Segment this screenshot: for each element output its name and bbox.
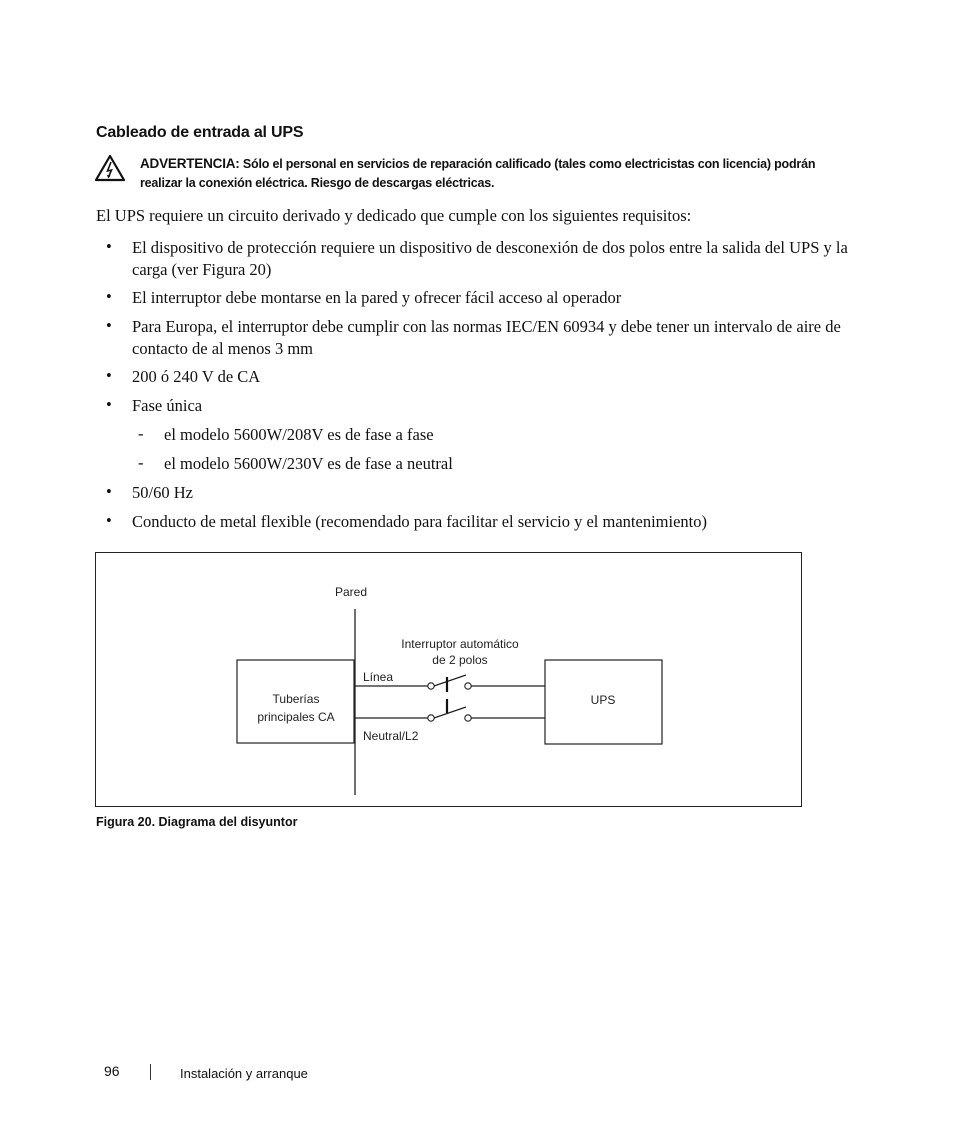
bullet: • xyxy=(106,237,112,256)
breaker-label-line2: de 2 polos xyxy=(432,653,488,667)
neutral-label: Neutral/L2 xyxy=(363,729,419,743)
neutral-contact-left xyxy=(428,715,434,721)
bullet: • xyxy=(106,511,112,530)
bullet: • xyxy=(106,482,112,501)
list-item-text: Conducto de metal flexible (recomendado para facilitar el servicio y el mantenimiento) xyxy=(132,512,707,531)
page-number: 96 xyxy=(104,1063,120,1079)
list-item-text: Para Europa, el interruptor debe cumplir con las normas IEC/EN 60934 y debe tener un intervalo de aire de contacto de al menos 3 mm xyxy=(132,317,841,358)
intro-paragraph: El UPS requiere un circuito derivado y dedicado que cumple con los siguientes requisitos: xyxy=(96,206,692,225)
list-item-text: El dispositivo de protección requiere un dispositivo de desconexión de dos polos entre la salida del UPS y la carga (ver Figura 20) xyxy=(132,238,848,279)
ups-label: UPS xyxy=(590,693,616,707)
section-heading: Cableado de entrada al UPS xyxy=(96,124,304,141)
neutral-switch-blade xyxy=(434,707,466,718)
line-contact-right xyxy=(465,683,471,689)
list-item-text: el modelo 5600W/208V es de fase a fase xyxy=(164,425,434,444)
footer-section-title: Instalación y arranque xyxy=(180,1066,308,1081)
footer-separator xyxy=(150,1064,151,1080)
list-item-text: el modelo 5600W/230V es de fase a neutral xyxy=(164,454,453,473)
bullet: • xyxy=(106,287,112,306)
figure-frame xyxy=(95,552,802,807)
bullet: • xyxy=(106,395,112,414)
figure-caption: Figura 20. Diagrama del disyuntor xyxy=(96,815,298,829)
list-item-text: 200 ó 240 V de CA xyxy=(132,367,261,386)
ac-mains-label-line2: principales CA xyxy=(257,710,335,724)
electrical-warning-icon xyxy=(94,154,126,182)
line-contact-left xyxy=(428,683,434,689)
line-switch-blade xyxy=(434,675,466,686)
bullet: • xyxy=(106,366,112,385)
list-item-text: Fase única xyxy=(132,396,203,415)
dash: - xyxy=(138,453,144,472)
bullet: • xyxy=(106,316,112,335)
neutral-contact-right xyxy=(465,715,471,721)
breaker-label-line1: Interruptor automático xyxy=(401,637,519,651)
wall-label: Pared xyxy=(334,585,368,599)
breaker-diagram xyxy=(96,553,803,808)
ac-mains-label-line1: Tuberías xyxy=(272,692,320,706)
dash: - xyxy=(138,424,144,443)
warning-note xyxy=(140,154,840,193)
list-item-text: 50/60 Hz xyxy=(132,483,193,502)
line-label: Línea xyxy=(363,670,394,684)
list-item-text: El interruptor debe montarse en la pared y ofrecer fácil acceso al operador xyxy=(132,288,622,307)
warning-label: ADVERTENCIA: xyxy=(140,156,240,171)
warning-text: Sólo el personal en servicios de reparación calificado (tales como electricistas con licencia) podrán realizar la conexión eléctrica. Riesgo de descargas eléctricas. xyxy=(140,157,816,190)
